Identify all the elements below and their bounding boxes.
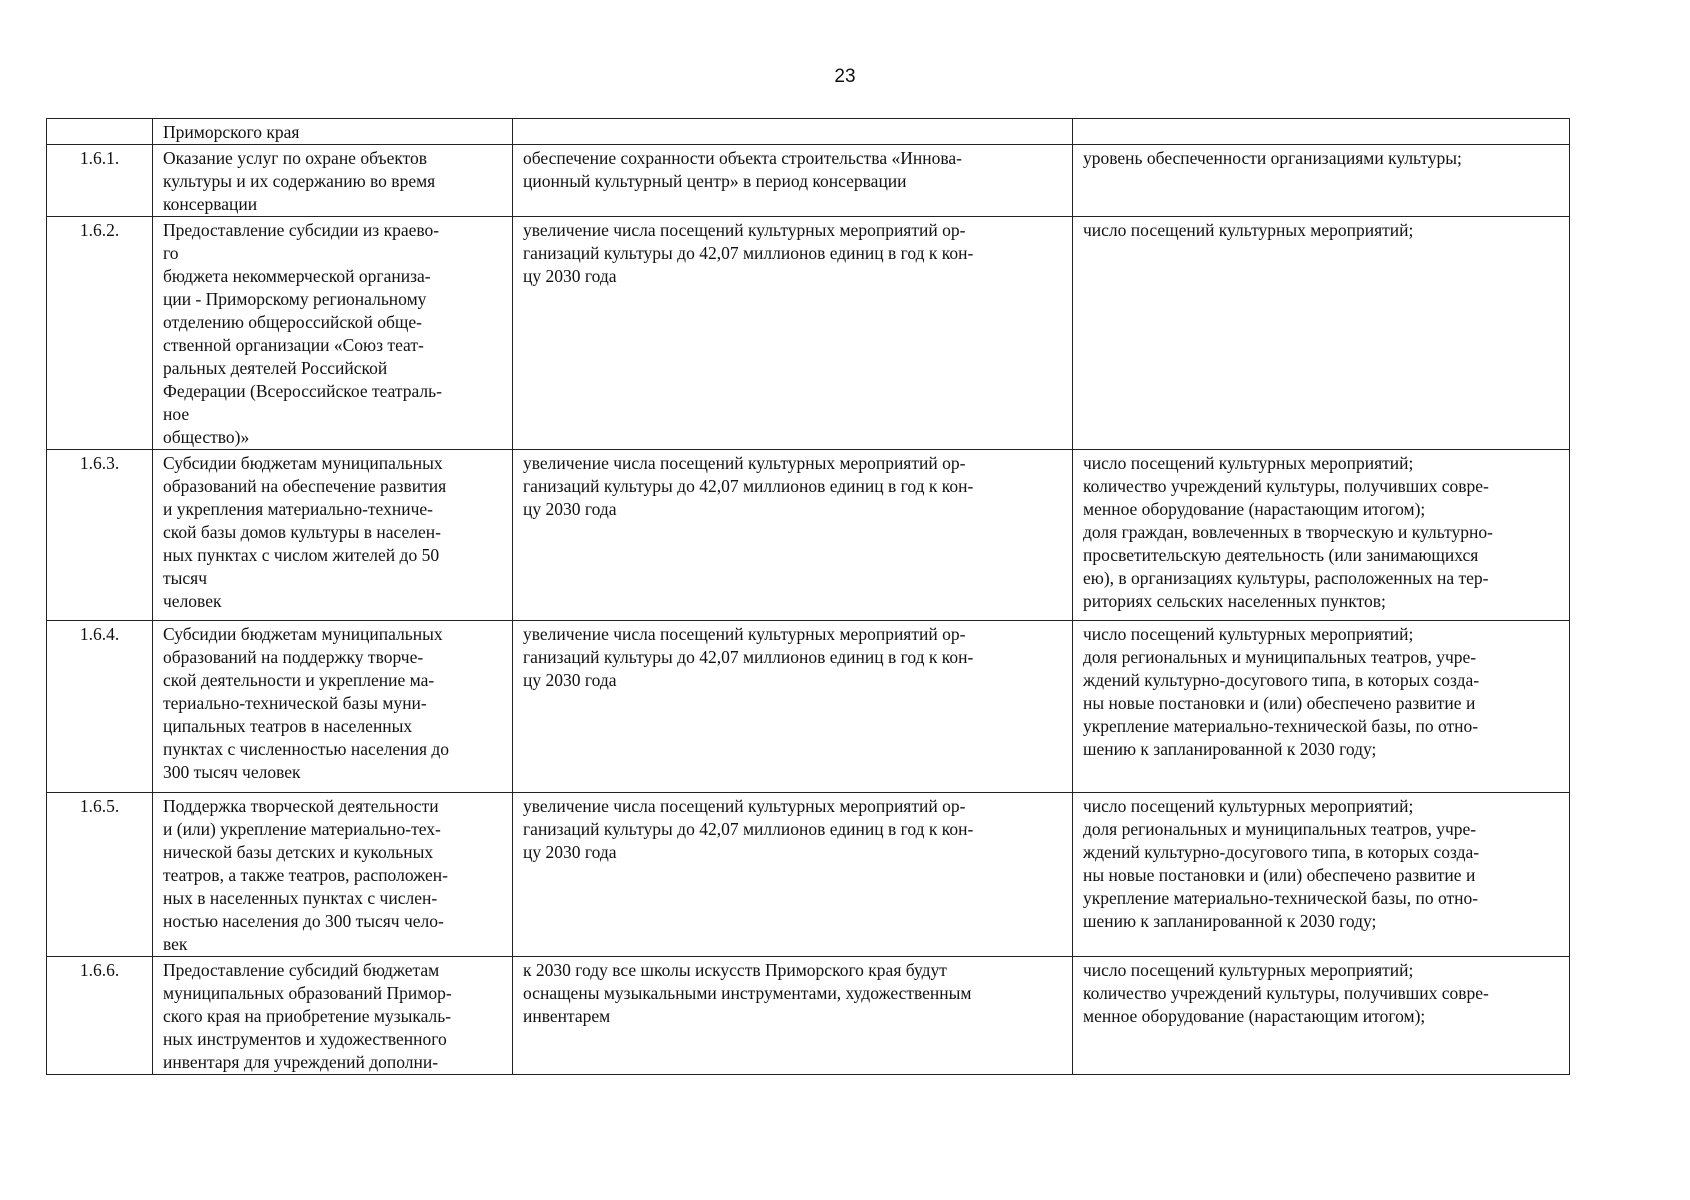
indicator-line: шению к запланированной к 2030 году; bbox=[1083, 739, 1377, 759]
indicator-line: шению к запланированной к 2030 году; bbox=[1083, 911, 1377, 931]
indicator bbox=[1073, 957, 1570, 1075]
measure-name-line: отделению общероссийской обще- bbox=[163, 312, 422, 332]
measure-name-line: Субсидии бюджетам муниципальных bbox=[163, 624, 443, 644]
expected-result bbox=[513, 145, 1073, 217]
row-number bbox=[47, 450, 153, 621]
indicator-line: доля региональных и муниципальных театров, учре- bbox=[1083, 819, 1477, 839]
measure-name-line: образований на обеспечение развития bbox=[163, 476, 447, 496]
expected-result bbox=[513, 957, 1073, 1075]
row-number bbox=[47, 145, 153, 217]
row-number bbox=[47, 217, 153, 450]
indicator-line: число посещений культурных мероприятий; bbox=[1083, 960, 1414, 980]
measure-name bbox=[153, 957, 513, 1075]
indicator-line: количество учреждений культуры, получивших совре- bbox=[1083, 983, 1489, 1003]
indicator-line: менное оборудование (нарастающим итогом); bbox=[1083, 1006, 1426, 1026]
measure-name-line: тысяч bbox=[163, 568, 208, 588]
indicator-line: ею), в организациях культуры, расположенных на тер- bbox=[1083, 568, 1489, 588]
expected-result-line: ганизаций культуры до 42,07 миллионов единиц в год к кон- bbox=[523, 243, 974, 263]
expected-result-line: обеспечение сохранности объекта строительства «Иннова- bbox=[523, 148, 962, 168]
measure-name-line: муниципальных образований Примор- bbox=[163, 983, 452, 1003]
measure-name-line: ное bbox=[163, 404, 190, 424]
measure-name-line: териально-технической базы муни- bbox=[163, 693, 427, 713]
row-number-line: 1.6.2. bbox=[79, 220, 120, 240]
indicator-line: просветительскую деятельность (или занимающихся bbox=[1083, 545, 1479, 565]
row-number-line: 1.6.5. bbox=[79, 796, 120, 816]
indicator-line: число посещений культурных мероприятий; bbox=[1083, 796, 1414, 816]
measure-name-line: и (или) укрепление материально-тех- bbox=[163, 819, 441, 839]
measure-name-line: и укрепления материально-техниче- bbox=[163, 499, 433, 519]
expected-result-line: ганизаций культуры до 42,07 миллионов единиц в год к кон- bbox=[523, 819, 974, 839]
table-row bbox=[47, 957, 1570, 1075]
measure-name-line: 300 тысяч человек bbox=[163, 762, 301, 782]
indicator bbox=[1073, 621, 1570, 793]
table-row bbox=[47, 450, 1570, 621]
measure-name-line: бюджета некоммерческой организа- bbox=[163, 266, 431, 286]
expected-result-line: инвентарем bbox=[523, 1006, 611, 1026]
measure-name-line: ностью населения до 300 тысяч чело- bbox=[163, 911, 444, 931]
measure-name-line: ственной организации «Союз теат- bbox=[163, 335, 424, 355]
program-measures-table bbox=[46, 118, 1570, 1075]
indicator-line: число посещений культурных мероприятий; bbox=[1083, 453, 1414, 473]
measure-name-line: театров, а также театров, расположен- bbox=[163, 865, 448, 885]
measure-name-line: век bbox=[163, 934, 188, 954]
expected-result bbox=[513, 119, 1073, 145]
row-number-line: 1.6.4. bbox=[79, 624, 120, 644]
expected-result bbox=[513, 450, 1073, 621]
indicator-line: ны новые постановки и (или) обеспечено развитие и bbox=[1083, 865, 1476, 885]
measure-name-line: нической базы детских и кукольных bbox=[163, 842, 434, 862]
measure-name-line: ральных деятелей Российской bbox=[163, 358, 388, 378]
table-row bbox=[47, 145, 1570, 217]
table-row bbox=[47, 217, 1570, 450]
expected-result-line: цу 2030 года bbox=[523, 842, 617, 862]
expected-result-line: увеличение числа посещений культурных мероприятий ор- bbox=[523, 624, 966, 644]
measure-name-line: ных пунктах с числом жителей до 50 bbox=[163, 545, 440, 565]
measure-name-line: культуры и их содержанию во время bbox=[163, 171, 436, 191]
expected-result bbox=[513, 217, 1073, 450]
expected-result bbox=[513, 793, 1073, 957]
row-number-line: 1.6.6. bbox=[79, 960, 120, 980]
measure-name-line: Предоставление субсидий бюджетам bbox=[163, 960, 440, 980]
measure-name bbox=[153, 793, 513, 957]
indicator-line: число посещений культурных мероприятий; bbox=[1083, 624, 1414, 644]
measure-name-line: инвентаря для учреждений дополни- bbox=[163, 1052, 439, 1072]
row-number bbox=[47, 957, 153, 1075]
expected-result-line: увеличение числа посещений культурных мероприятий ор- bbox=[523, 220, 966, 240]
expected-result-line: к 2030 году все школы искусств Приморского края будут bbox=[523, 960, 947, 980]
indicator bbox=[1073, 119, 1570, 145]
measure-name-line: Оказание услуг по охране объектов bbox=[163, 148, 428, 168]
measure-name bbox=[153, 621, 513, 793]
indicator bbox=[1073, 217, 1570, 450]
measure-name-line: образований на поддержку творче- bbox=[163, 647, 424, 667]
indicator-line: риториях сельских населенных пунктов; bbox=[1083, 591, 1386, 611]
indicator-line: менное оборудование (нарастающим итогом); bbox=[1083, 499, 1426, 519]
indicator-line: ждений культурно-досугового типа, в которых созда- bbox=[1083, 670, 1480, 690]
expected-result-line: ганизаций культуры до 42,07 миллионов единиц в год к кон- bbox=[523, 476, 974, 496]
measure-name bbox=[153, 145, 513, 217]
row-number bbox=[47, 119, 153, 145]
row-number bbox=[47, 621, 153, 793]
expected-result-line: цу 2030 года bbox=[523, 266, 617, 286]
measure-name-line: ции - Приморскому региональному bbox=[163, 289, 427, 309]
expected-result bbox=[513, 621, 1073, 793]
page-number: 23 bbox=[834, 66, 856, 87]
expected-result-line: ганизаций культуры до 42,07 миллионов единиц в год к кон- bbox=[523, 647, 974, 667]
measure-name-line: ципальных театров в населенных bbox=[163, 716, 413, 736]
measure-name-line: Предоставление субсидии из краево- bbox=[163, 220, 440, 240]
indicator-line: число посещений культурных мероприятий; bbox=[1083, 220, 1414, 240]
table-row bbox=[47, 119, 1570, 145]
indicator bbox=[1073, 450, 1570, 621]
expected-result-line: оснащены музыкальными инструментами, художественным bbox=[523, 983, 972, 1003]
expected-result-line: цу 2030 года bbox=[523, 670, 617, 690]
expected-result-line: увеличение числа посещений культурных мероприятий ор- bbox=[523, 453, 966, 473]
measure-name-line: ской базы домов культуры в населен- bbox=[163, 522, 441, 542]
measure-name bbox=[153, 119, 513, 145]
expected-result-line: цу 2030 года bbox=[523, 499, 617, 519]
indicator-line: доля граждан, вовлеченных в творческую и культурно- bbox=[1083, 522, 1493, 542]
indicator-line: количество учреждений культуры, получивших совре- bbox=[1083, 476, 1489, 496]
measure-name-line: Федерации (Всероссийское театраль- bbox=[163, 381, 442, 401]
indicator-line: ждений культурно-досугового типа, в которых созда- bbox=[1083, 842, 1480, 862]
measure-name-line: ных инструментов и художественного bbox=[163, 1029, 447, 1049]
indicator-line: укрепление материально-технической базы, по отно- bbox=[1083, 716, 1479, 736]
indicator-line: уровень обеспеченности организациями культуры; bbox=[1083, 148, 1462, 168]
measure-name-line: ных в населенных пунктах с числен- bbox=[163, 888, 438, 908]
measure-name-line: общество)» bbox=[163, 427, 250, 447]
row-number-line: 1.6.1. bbox=[79, 148, 120, 168]
measure-name-line: человек bbox=[163, 591, 222, 611]
measure-name-line: пунктах с численностью населения до bbox=[163, 739, 450, 759]
row-number bbox=[47, 793, 153, 957]
measure-name bbox=[153, 217, 513, 450]
measure-name-line: консервации bbox=[163, 194, 258, 214]
measure-name bbox=[153, 450, 513, 621]
indicator bbox=[1073, 145, 1570, 217]
expected-result-line: увеличение числа посещений культурных мероприятий ор- bbox=[523, 796, 966, 816]
indicator-line: доля региональных и муниципальных театров, учре- bbox=[1083, 647, 1477, 667]
table-row bbox=[47, 793, 1570, 957]
indicator-line: ны новые постановки и (или) обеспечено развитие и bbox=[1083, 693, 1476, 713]
measure-name-line: Приморского края bbox=[163, 122, 300, 142]
measure-name-line: Субсидии бюджетам муниципальных bbox=[163, 453, 443, 473]
measure-name-line: ской деятельности и укрепление ма- bbox=[163, 670, 435, 690]
measure-name-line: го bbox=[163, 243, 179, 263]
table-row bbox=[47, 621, 1570, 793]
indicator bbox=[1073, 793, 1570, 957]
measure-name-line: ского края на приобретение музыкаль- bbox=[163, 1006, 452, 1026]
measure-name-line: Поддержка творческой деятельности bbox=[163, 796, 439, 816]
indicator-line: укрепление материально-технической базы, по отно- bbox=[1083, 888, 1479, 908]
expected-result-line: ционный культурный центр» в период консервации bbox=[523, 171, 907, 191]
row-number-line: 1.6.3. bbox=[79, 453, 120, 473]
